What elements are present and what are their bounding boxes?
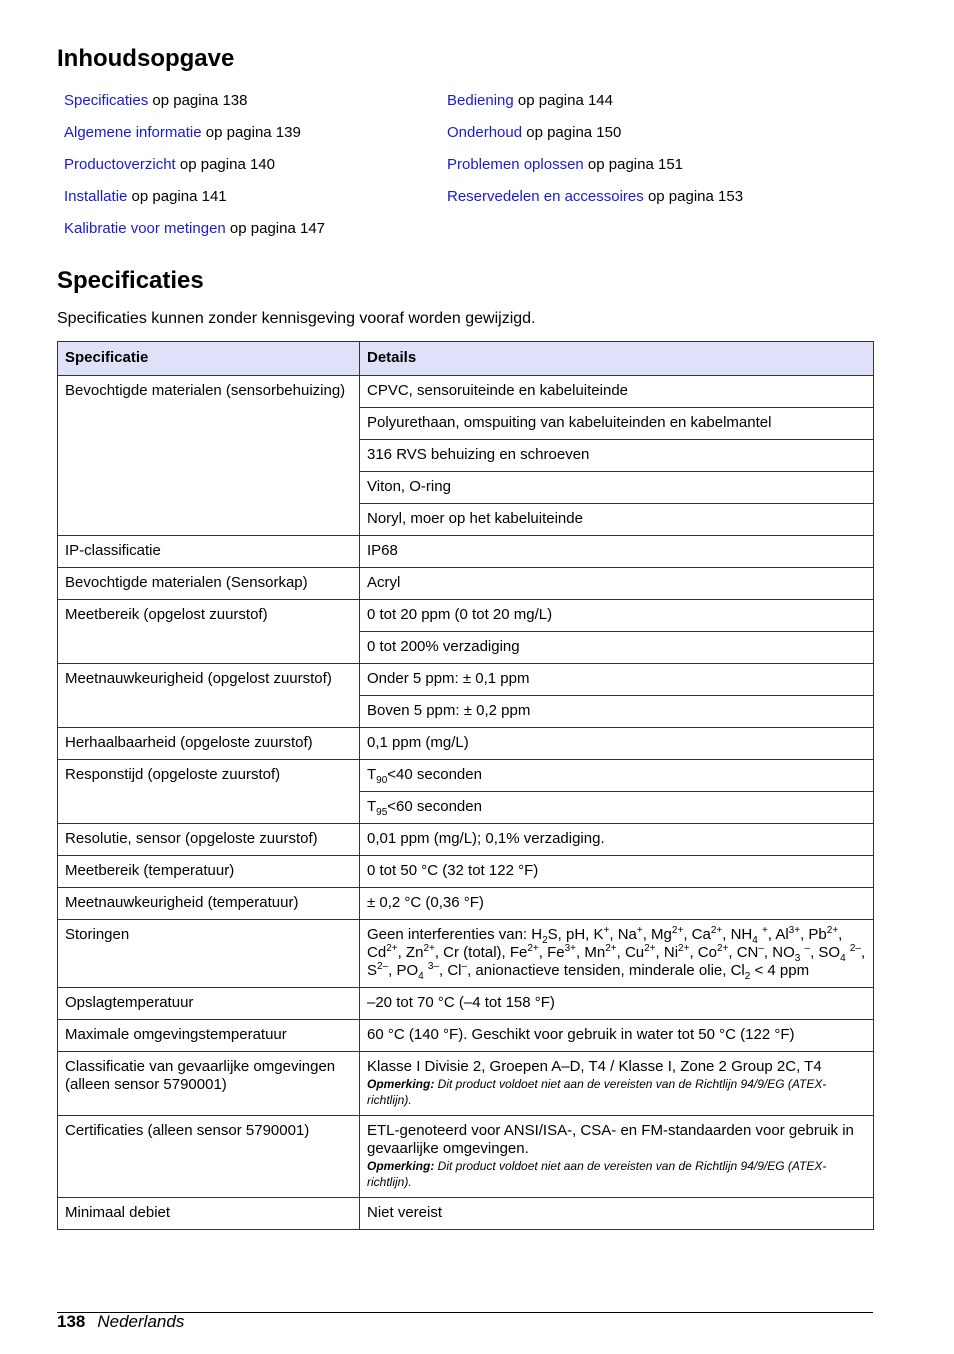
superscript: 3+ bbox=[564, 943, 577, 954]
toc-page-ref: op pagina 141 bbox=[127, 188, 227, 205]
hazard-classification: Klasse I Divisie 2, Groepen A–D, T4 / Klasse I, Zone 2 Group 2C, T4 bbox=[367, 1058, 822, 1075]
toc-page-ref: op pagina 138 bbox=[148, 92, 248, 109]
superscript: – bbox=[758, 943, 764, 954]
spec-detail: Noryl, moer op het kabeluiteinde bbox=[360, 504, 874, 536]
subscript: 4 bbox=[418, 971, 424, 982]
t95-base: T bbox=[367, 798, 377, 815]
toc-item bbox=[64, 154, 325, 186]
interference-text: , Co bbox=[689, 944, 717, 961]
spec-label: Certificaties (alleen sensor 5790001) bbox=[58, 1116, 360, 1198]
spec-label: Meetbereik (opgelost zuurstof) bbox=[58, 600, 360, 664]
interference-text: , Cl bbox=[439, 962, 462, 979]
page-number: 138 bbox=[57, 1312, 86, 1331]
spec-label: Classificatie van gevaarlijke omgevingen (alleen sensor 5790001) bbox=[58, 1052, 360, 1116]
superscript: – bbox=[804, 943, 811, 954]
spec-label: Resolutie, sensor (opgeloste zuurstof) bbox=[58, 824, 360, 856]
superscript: + bbox=[636, 925, 643, 936]
table-row bbox=[58, 888, 874, 920]
superscript: 2+ bbox=[826, 925, 839, 936]
spec-label: Bevochtigde materialen (Sensorkap) bbox=[58, 568, 360, 600]
spec-detail: Acryl bbox=[360, 568, 874, 600]
table-row bbox=[58, 728, 874, 760]
spec-label: Meetnauwkeurigheid (opgelost zuurstof) bbox=[58, 664, 360, 728]
note-text: Dit product voldoet niet aan de vereisten van de Richtlijn 94/9/EG (ATEX-richtlijn). bbox=[367, 1159, 827, 1189]
t95-subscript: 95 bbox=[376, 807, 388, 818]
toc-page-ref: op pagina 147 bbox=[225, 220, 326, 237]
interference-text: , NO bbox=[763, 944, 795, 961]
table-row bbox=[58, 376, 874, 408]
spec-detail bbox=[360, 792, 874, 824]
table-row bbox=[58, 1020, 874, 1052]
toc-link-specificaties[interactable]: Specificaties bbox=[64, 92, 149, 109]
toc-page-ref: op pagina 144 bbox=[513, 92, 613, 109]
toc-link-onderhoud[interactable]: Onderhoud bbox=[447, 124, 523, 141]
table-header-row bbox=[58, 342, 874, 376]
toc-item bbox=[447, 186, 743, 218]
spec-detail-interferences bbox=[360, 920, 874, 988]
spec-detail bbox=[360, 760, 874, 792]
certification-text: ETL-genoteerd voor ANSI/ISA-, CSA- en FM-standaarden voor gebruik in gevaarlijke omgevingen. bbox=[367, 1122, 854, 1157]
toc-link-algemene-informatie[interactable]: Algemene informatie bbox=[64, 124, 202, 141]
subscript: 2 bbox=[542, 935, 548, 946]
spec-label: Minimaal debiet bbox=[58, 1198, 360, 1230]
toc-heading: Inhoudsopgave bbox=[57, 45, 235, 72]
spec-detail bbox=[360, 1052, 874, 1116]
toc-link-reservedelen[interactable]: Reservedelen en accessoires bbox=[447, 188, 644, 205]
interference-text: , Al bbox=[767, 926, 789, 943]
table-row bbox=[58, 824, 874, 856]
note-label: Opmerking: bbox=[367, 1159, 435, 1173]
interference-text: , Cd bbox=[367, 926, 843, 961]
spec-label: Storingen bbox=[58, 920, 360, 988]
toc-item bbox=[64, 90, 325, 122]
interference-text: , Fe bbox=[538, 944, 565, 961]
spec-detail: 316 RVS behuizing en schroeven bbox=[360, 440, 874, 472]
column-header-specificatie: Specificatie bbox=[58, 342, 360, 376]
superscript: + bbox=[603, 925, 610, 936]
interference-text: , SO bbox=[810, 944, 841, 961]
specs-table bbox=[57, 341, 874, 1230]
table-row bbox=[58, 1116, 874, 1198]
spec-detail: 0,01 ppm (mg/L); 0,1% verzadiging. bbox=[360, 824, 874, 856]
spec-label: Maximale omgevingstemperatuur bbox=[58, 1020, 360, 1052]
interference-text: , Na bbox=[609, 926, 637, 943]
interference-text: , Mg bbox=[642, 926, 672, 943]
subscript: 4 bbox=[752, 935, 758, 946]
spec-detail: Niet vereist bbox=[360, 1198, 874, 1230]
spec-label: Herhaalbaarheid (opgeloste zuurstof) bbox=[58, 728, 360, 760]
interference-text: S, pH, K bbox=[547, 926, 604, 943]
superscript: 2+ bbox=[605, 943, 617, 954]
spec-label: IP-classificatie bbox=[58, 536, 360, 568]
specs-heading: Specificaties bbox=[57, 267, 204, 294]
spec-detail: Boven 5 ppm: ± 0,2 ppm bbox=[360, 696, 874, 728]
superscript: 2+ bbox=[710, 925, 723, 936]
spec-detail: Polyurethaan, omspuiting van kabeluiteinden en kabelmantel bbox=[360, 408, 874, 440]
page-footer bbox=[57, 1312, 184, 1332]
spec-detail: 0,1 ppm (mg/L) bbox=[360, 728, 874, 760]
column-header-details: Details bbox=[360, 342, 874, 376]
t95-value: <60 seconden bbox=[387, 798, 482, 815]
table-row bbox=[58, 760, 874, 792]
interference-text: Geen interferenties van: H bbox=[367, 926, 543, 943]
superscript: 3+ bbox=[788, 925, 801, 936]
toc-page-ref: op pagina 139 bbox=[201, 124, 301, 141]
toc-column-right bbox=[447, 90, 743, 218]
spec-detail: 0 tot 20 ppm (0 tot 20 mg/L) bbox=[360, 600, 874, 632]
table-row bbox=[58, 1198, 874, 1230]
subscript: 2 bbox=[744, 971, 751, 982]
interference-text: , anionactieve tensiden, minderale olie, Cl bbox=[467, 962, 745, 979]
toc-page-ref: op pagina 153 bbox=[643, 188, 744, 205]
interference-text: , Pb bbox=[800, 926, 827, 943]
superscript: 2+ bbox=[716, 943, 729, 954]
toc-link-kalibratie[interactable]: Kalibratie voor metingen bbox=[64, 220, 226, 237]
superscript: 2+ bbox=[678, 943, 690, 954]
interference-text: , PO bbox=[388, 962, 419, 979]
toc-link-bediening[interactable]: Bediening bbox=[447, 92, 514, 109]
interference-text: , Zn bbox=[397, 944, 424, 961]
note bbox=[367, 1158, 866, 1190]
spec-detail: IP68 bbox=[360, 536, 874, 568]
t90-base: T bbox=[367, 766, 377, 783]
superscript: 3– bbox=[427, 961, 440, 972]
spec-detail: 0 tot 50 °C (32 tot 122 °F) bbox=[360, 856, 874, 888]
superscript: 2+ bbox=[423, 943, 435, 954]
specs-intro: Specificaties kunnen zonder kennisgeving vooraf worden gewijzigd. bbox=[57, 310, 536, 327]
superscript: 2– bbox=[377, 961, 389, 972]
toc-item bbox=[447, 122, 743, 154]
table-row bbox=[58, 856, 874, 888]
toc-item bbox=[447, 154, 743, 186]
superscript: 2+ bbox=[644, 943, 656, 954]
toc-page-ref: op pagina 150 bbox=[522, 124, 622, 141]
superscript: 2+ bbox=[386, 943, 398, 954]
toc-item bbox=[447, 90, 743, 122]
spec-detail: Viton, O-ring bbox=[360, 472, 874, 504]
table-row bbox=[58, 536, 874, 568]
t90-value: <40 seconden bbox=[387, 766, 482, 783]
subscript: 3 bbox=[794, 953, 801, 964]
spec-label: Responstijd (opgeloste zuurstof) bbox=[58, 760, 360, 824]
table-row bbox=[58, 920, 874, 988]
table-row bbox=[58, 664, 874, 696]
toc-page-ref: op pagina 140 bbox=[175, 156, 275, 173]
table-row bbox=[58, 600, 874, 632]
spec-detail bbox=[360, 1116, 874, 1198]
spec-detail: –20 tot 70 °C (–4 tot 158 °F) bbox=[360, 988, 874, 1020]
footer-language: Nederlands bbox=[97, 1312, 185, 1331]
subscript: 4 bbox=[840, 953, 846, 964]
interference-text: , Cu bbox=[616, 944, 645, 961]
toc-link-installatie[interactable]: Installatie bbox=[64, 188, 128, 205]
interference-text: , Ni bbox=[655, 944, 679, 961]
t90-subscript: 90 bbox=[376, 775, 388, 786]
table-row bbox=[58, 568, 874, 600]
superscript: – bbox=[461, 961, 468, 972]
spec-detail: ± 0,2 °C (0,36 °F) bbox=[360, 888, 874, 920]
spec-detail: 60 °C (140 °F). Geschikt voor gebruik in water tot 50 °C (122 °F) bbox=[360, 1020, 874, 1052]
spec-detail: Onder 5 ppm: ± 0,1 ppm bbox=[360, 664, 874, 696]
note-text: Dit product voldoet niet aan de vereisten van de Richtlijn 94/9/EG (ATEX-richtlijn). bbox=[367, 1077, 827, 1107]
toc-link-productoverzicht[interactable]: Productoverzicht bbox=[64, 156, 176, 173]
toc-item bbox=[64, 122, 325, 154]
spec-label: Meetnauwkeurigheid (temperatuur) bbox=[58, 888, 360, 920]
spec-label: Bevochtigde materialen (sensorbehuizing) bbox=[58, 376, 360, 536]
interference-text: , S bbox=[367, 944, 866, 979]
interference-text: , Cr (total), Fe bbox=[434, 944, 528, 961]
table-row bbox=[58, 1052, 874, 1116]
superscript: 2+ bbox=[671, 925, 684, 936]
toc-column-left bbox=[64, 90, 325, 250]
spec-label: Opslagtemperatuur bbox=[58, 988, 360, 1020]
spec-detail: 0 tot 200% verzadiging bbox=[360, 632, 874, 664]
note bbox=[367, 1076, 866, 1108]
interference-text: , Ca bbox=[683, 926, 711, 943]
interference-text: < 4 ppm bbox=[750, 962, 810, 979]
spec-detail: CPVC, sensoruiteinde en kabeluiteinde bbox=[360, 376, 874, 408]
interference-text: , NH bbox=[722, 926, 753, 943]
spec-label: Meetbereik (temperatuur) bbox=[58, 856, 360, 888]
interference-text: , Mn bbox=[576, 944, 606, 961]
interference-text: , CN bbox=[728, 944, 759, 961]
superscript: 2– bbox=[849, 943, 861, 954]
note-label: Opmerking: bbox=[367, 1077, 435, 1091]
toc-item bbox=[64, 186, 325, 218]
table-row bbox=[58, 988, 874, 1020]
toc-item bbox=[64, 218, 325, 250]
superscript: + bbox=[761, 925, 768, 936]
toc-page-ref: op pagina 151 bbox=[583, 156, 684, 173]
toc-link-problemen-oplossen[interactable]: Problemen oplossen bbox=[447, 156, 584, 173]
superscript: 2+ bbox=[527, 943, 539, 954]
